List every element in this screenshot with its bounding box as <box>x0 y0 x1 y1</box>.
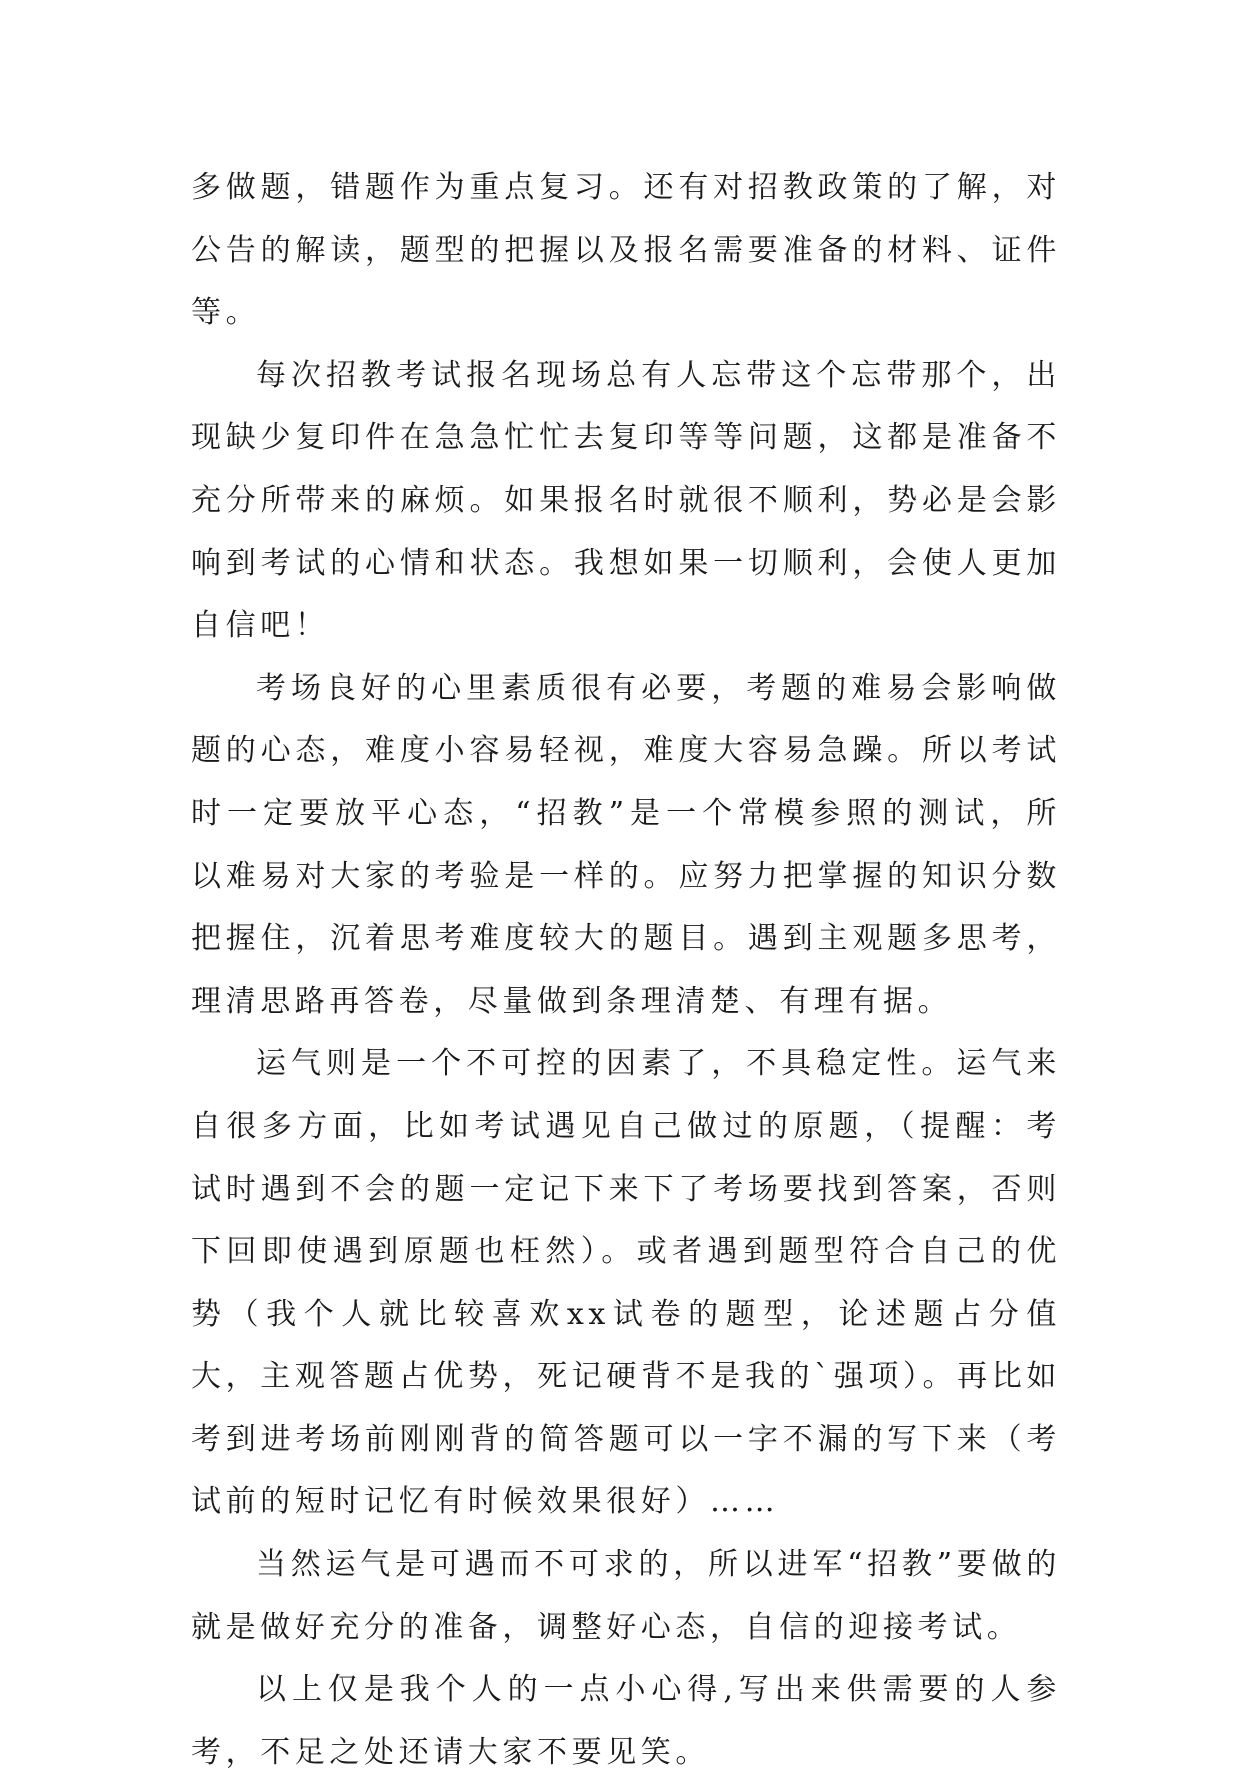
paragraph-2: 每次招教考试报名现场总有人忘带这个忘带那个，出现缺少复印件在急急忙忙去复印等等问题，这都是准备不充分所带来的麻烦。如果报名时就很不顺利，势必是会影响到考试的心情和状态。我想如果一切顺利，会使人更加自信吧！ <box>191 357 1061 644</box>
paragraph-4: 运气则是一个不可控的因素了，不具稳定性。运气来自很多方面，比如考试遇见自己做过的原题，（提醒：考试时遇到不会的题一定记下来下了考场要找到答案，否则下回即使遇到原题也枉然）。或者遇到题型符合自己的优势（我个人就比较喜欢xx试卷的题型，论述题占分值大，主观答题占优势，死记硬背不是我的`强项）。再比如考到进考场前刚刚背的简答题可以一字不漏的写下来（考试前的短时记忆有时候效果很好）…… <box>191 1046 1061 1520</box>
paragraph-5: 当然运气是可遇而不可求的，所以进军“招教”要做的就是做好充分的准备，调整好心态，自信的迎接考试。 <box>191 1547 1061 1645</box>
paragraph-6: 以上仅是我个人的一点小心得,写出来供需要的人参考，不足之处还请大家不要见笑。 <box>191 1672 1061 1770</box>
paragraph-1: 多做题，错题作为重点复习。还有对招教政策的了解，对公告的解读，题型的把握以及报名需要准备的材料、证件等。 <box>191 170 1061 331</box>
paragraph-3: 考场良好的心里素质很有必要，考题的难易会影响做题的心态，难度小容易轻视，难度大容易急躁。所以考试时一定要放平心态，“招教”是一个常模参照的测试，所以难易对大家的考验是一样的。应努力把掌握的知识分数把握住，沉着思考难度较大的题目。遇到主观题多思考，理清思路再答卷，尽量做到条理清楚、有理有据。 <box>191 670 1061 1019</box>
document-body <box>191 157 1061 1784</box>
